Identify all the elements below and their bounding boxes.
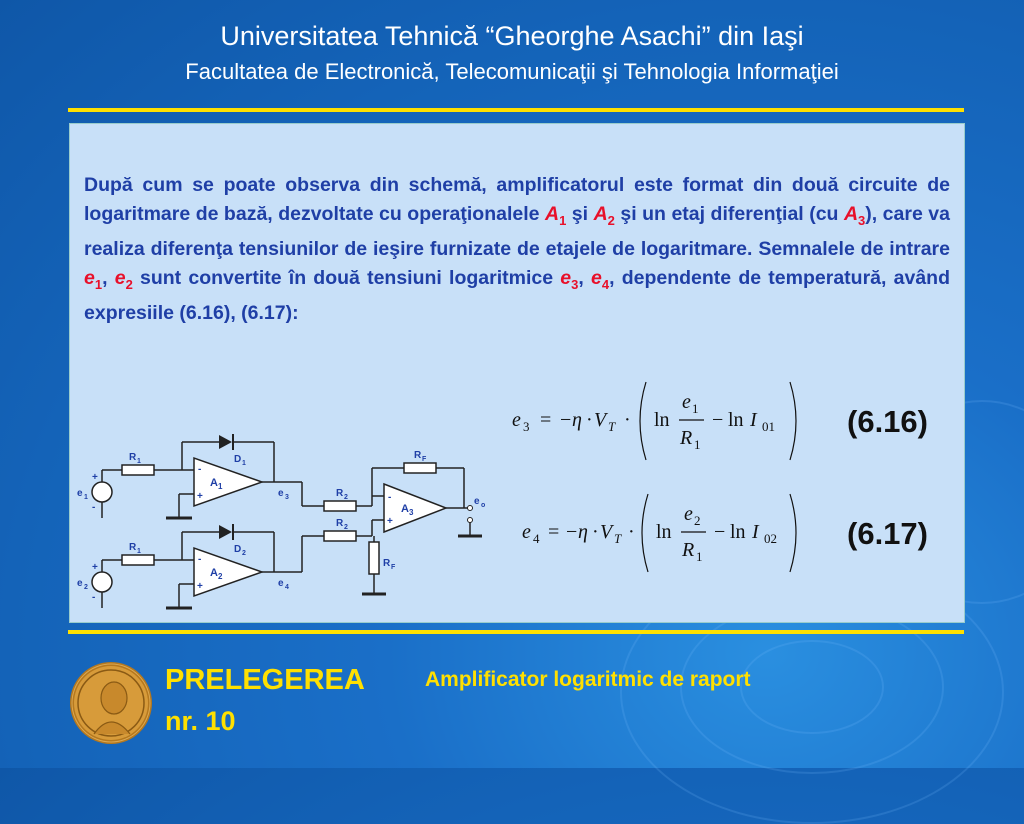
svg-text:2: 2 [694,513,701,528]
svg-text:1: 1 [696,549,703,564]
svg-text:1: 1 [692,401,699,416]
text-run: şi [566,203,594,225]
svg-text:V: V [594,409,607,431]
svg-text:I: I [750,409,757,431]
svg-text:02: 02 [764,531,777,546]
svg-text:e: e [512,409,521,431]
svg-text:η: η [578,521,588,543]
svg-text:3: 3 [409,508,414,517]
svg-text:−: − [566,521,578,543]
svg-text:e: e [77,488,83,499]
text-run: sunt convertite în două tensiuni logaritmice [132,266,561,289]
svg-text:e: e [474,496,480,507]
svg-text:3: 3 [523,419,530,434]
svg-text:e: e [278,488,284,499]
svg-text:V: V [600,521,613,543]
svg-text:-: - [92,592,96,603]
svg-text:+: + [197,491,203,502]
svg-text:·: · [624,409,631,431]
svg-text:+: + [92,472,98,483]
text-run: şi un etaj diferenţial (cu [614,203,844,225]
svg-text:e: e [684,503,693,525]
svg-text:1: 1 [694,437,701,452]
symbol-e1: $e_1$ [84,266,103,292]
body-paragraph [84,171,950,328]
text-run: , [578,266,591,289]
svg-text:ln: ln [730,521,746,543]
resistor-r2-top [324,501,356,511]
text-run: ), care va realiza diferenţa tensiunilor de ieşire furnizate de etajele de logaritmare. Semnalele de intrare [84,203,950,260]
svg-text:·: · [586,409,593,431]
svg-text:e: e [522,521,531,543]
svg-text:-: - [388,492,392,503]
svg-text:2: 2 [344,524,348,531]
svg-text:A: A [210,567,218,579]
symbol-e4: $e_4$ [591,266,610,292]
svg-text:R: R [129,452,137,463]
text-run: , dependente de temperatură, având expresiile (6.16), (6.17): [84,266,950,324]
ripple-decoration [740,640,884,734]
svg-text:η: η [572,409,582,431]
svg-text:2: 2 [218,572,223,581]
symbol-a1: $A_1$ [544,203,567,228]
lecture-subject: Amplificator logaritmic de raport [425,668,751,691]
svg-text:R: R [680,427,693,449]
svg-text:T: T [614,531,622,546]
svg-text:-: - [198,554,202,565]
svg-text:o: o [481,502,486,509]
resistor-r1-bottom [122,555,154,565]
svg-text:+: + [92,562,98,573]
svg-text:A: A [210,477,218,489]
svg-text:e: e [682,391,691,413]
svg-text:+: + [197,581,203,592]
lecture-number: nr. 10 [165,706,236,736]
svg-text:2: 2 [344,494,348,501]
svg-text:01: 01 [762,419,775,434]
svg-text:4: 4 [533,531,540,546]
diode-d1 [219,435,232,449]
svg-text:-: - [92,502,96,513]
svg-text:1: 1 [137,548,141,555]
svg-text:e: e [278,578,284,589]
svg-text:-: - [198,464,202,475]
svg-text:R: R [682,539,695,561]
svg-text:F: F [391,564,396,571]
svg-text:A: A [401,503,409,515]
svg-text:1: 1 [84,494,88,501]
svg-text:·: · [628,521,635,543]
log-ratio-amplifier-schematic [74,424,494,620]
svg-text:2: 2 [242,550,246,557]
equation-6-16 [506,376,806,462]
bottom-divider [68,630,964,634]
svg-text:=: = [548,521,560,543]
content-panel [69,123,965,623]
svg-text:·: · [592,521,599,543]
svg-text:−: − [560,409,572,431]
top-divider [68,108,964,112]
svg-text:ln: ln [728,409,744,431]
text-run: , [102,266,115,289]
svg-text:ln: ln [656,521,672,543]
svg-text:ln: ln [654,409,670,431]
svg-text:T: T [608,419,616,434]
svg-text:1: 1 [137,458,141,465]
equation-6-17 [506,490,806,576]
svg-text:R: R [129,542,137,553]
svg-text:R: R [383,558,391,569]
symbol-a3: $A_3$ [843,203,866,228]
svg-text:D: D [234,544,242,555]
equation-label-6-17: (6.17) [847,516,928,551]
svg-text:e: e [77,578,83,589]
svg-text:R: R [414,450,422,461]
svg-text:R: R [336,488,344,499]
svg-text:=: = [540,409,552,431]
resistor-rf-top [404,463,436,473]
lecture-label: PRELEGEREA [165,664,365,696]
symbol-a2: $A_2$ [593,203,615,228]
svg-text:+: + [387,516,393,527]
svg-text:R: R [336,518,344,529]
university-title: Universitatea Tehnică “Gheorghe Asachi” din Iaşi [220,21,804,51]
symbol-e3: $e_3$ [560,266,579,292]
svg-text:−: − [712,409,724,431]
svg-text:F: F [422,456,427,463]
svg-text:I: I [752,521,759,543]
symbol-e2: $e_2$ [114,266,133,292]
resistor-r2-bottom [324,531,356,541]
svg-text:4: 4 [285,584,289,591]
svg-text:−: − [714,521,726,543]
diode-d2 [219,525,232,539]
svg-text:D: D [234,454,242,465]
resistor-r1-top [122,465,154,475]
svg-text:3: 3 [285,494,289,501]
equation-label-6-16: (6.16) [847,404,928,439]
text-run: După cum se poate observa din schemă, amplificatorul este format din două circuite de logaritmare de bază, dezvoltate cu operaţionalele [84,174,950,225]
svg-text:1: 1 [242,460,246,467]
resistor-rf-bottom [369,542,379,574]
faculty-title: Facultatea de Electronică, Telecomunicaţii şi Tehnologia Informaţiei [185,59,839,84]
svg-text:2: 2 [84,584,88,591]
university-medal-logo [68,660,154,746]
svg-text:1: 1 [218,482,223,491]
